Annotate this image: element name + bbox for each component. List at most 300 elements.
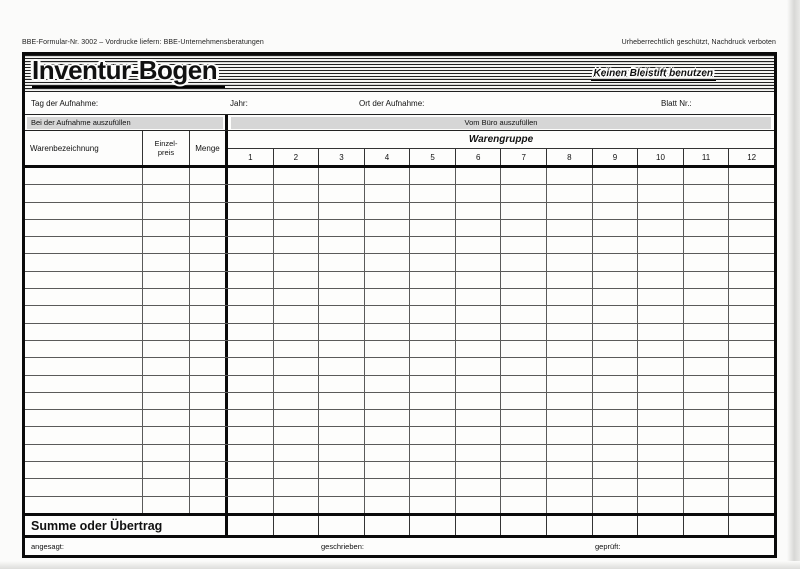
warengruppe-number-6: 6 <box>456 149 502 165</box>
warenbezeichnung-cell <box>25 306 143 322</box>
warengruppe-cell <box>729 324 774 340</box>
entry-row <box>25 272 774 289</box>
warengruppe-cell <box>547 324 593 340</box>
entry-row <box>25 306 774 323</box>
menge-cell <box>190 376 228 392</box>
warenbezeichnung-cell <box>25 220 143 236</box>
warengruppe-cell <box>365 358 411 374</box>
warengruppe-cell <box>547 203 593 219</box>
summe-warengruppe-cell <box>365 516 411 535</box>
summe-warengruppe-cell <box>547 516 593 535</box>
warengruppe-cell <box>501 462 547 478</box>
ort-der-aufnahme-label: Ort der Aufnahme: <box>359 99 425 108</box>
title-stripe-band <box>25 55 774 92</box>
einzelpreis-cell <box>143 497 190 513</box>
entry-row <box>25 358 774 375</box>
summe-warengruppe-cell <box>501 516 547 535</box>
warengruppe-cell <box>456 272 502 288</box>
warengruppe-cell <box>593 445 639 461</box>
warengruppe-number-10: 10 <box>638 149 684 165</box>
summe-warengruppe-cell <box>410 516 456 535</box>
warengruppe-cell <box>684 185 730 201</box>
warengruppe-cell <box>501 358 547 374</box>
inventur-bogen-form <box>22 52 777 558</box>
warengruppe-cell <box>410 272 456 288</box>
einzelpreis-cell <box>143 289 190 305</box>
warengruppe-cell <box>365 220 411 236</box>
warengruppe-cell <box>593 203 639 219</box>
warengruppe-cell <box>319 168 365 184</box>
entry-row <box>25 497 774 513</box>
warengruppe-cell <box>501 427 547 443</box>
warengruppe-cell <box>684 462 730 478</box>
warengruppe-cell <box>547 376 593 392</box>
warengruppe-cell <box>729 237 774 253</box>
warengruppe-cell <box>456 237 502 253</box>
warengruppe-cell <box>593 497 639 513</box>
warengruppe-cell <box>501 479 547 495</box>
warengruppe-cell <box>547 358 593 374</box>
jahr-label: Jahr: <box>230 99 248 108</box>
warengruppe-cell <box>638 306 684 322</box>
warengruppe-cell <box>501 376 547 392</box>
entry-row <box>25 341 774 358</box>
warengruppe-cell <box>365 341 411 357</box>
form-title: Inventur-Bogen <box>32 55 225 88</box>
warengruppe-cell <box>638 427 684 443</box>
einzelpreis-cell <box>143 203 190 219</box>
warengruppe-cell <box>684 306 730 322</box>
warengruppe-cell <box>456 306 502 322</box>
menge-cell <box>190 393 228 409</box>
warenbezeichnung-header: Warenbezeichnung <box>25 131 143 165</box>
section-left <box>25 115 228 130</box>
warengruppe-cell <box>547 445 593 461</box>
warengruppe-cell <box>319 185 365 201</box>
warengruppe-cell <box>319 341 365 357</box>
summe-row <box>25 513 774 538</box>
warengruppe-cell <box>501 254 547 270</box>
entry-row <box>25 462 774 479</box>
warengruppe-cell <box>274 358 320 374</box>
warengruppe-cell <box>274 168 320 184</box>
warengruppe-cell <box>547 462 593 478</box>
geschrieben-label: geschrieben: <box>321 542 364 551</box>
warengruppe-number-9: 9 <box>593 149 639 165</box>
einzelpreis-cell <box>143 393 190 409</box>
warengruppe-cell <box>638 272 684 288</box>
warenbezeichnung-cell <box>25 358 143 374</box>
einzelpreis-cell <box>143 427 190 443</box>
warengruppe-cell <box>274 479 320 495</box>
warengruppe-cell <box>410 393 456 409</box>
warengruppe-number-11: 11 <box>684 149 730 165</box>
section-right-band: Vom Büro auszufüllen <box>231 117 771 129</box>
warengruppe-cell <box>228 237 274 253</box>
warengruppe-cell <box>365 462 411 478</box>
warengruppe-cell <box>547 237 593 253</box>
warengruppe-numbers-row <box>228 149 774 165</box>
warengruppe-number-12: 12 <box>747 152 757 162</box>
warengruppe-cell <box>593 237 639 253</box>
entry-row <box>25 289 774 306</box>
warengruppe-cell <box>319 445 365 461</box>
einzelpreis-cell <box>143 358 190 374</box>
warengruppe-cell <box>456 254 502 270</box>
warengruppe-cell <box>228 479 274 495</box>
warengruppe-cell <box>638 358 684 374</box>
geprueft-label: geprüft: <box>595 542 621 551</box>
warengruppe-cell <box>729 410 774 426</box>
warengruppe-cell <box>684 324 730 340</box>
entry-row <box>25 393 774 410</box>
warengruppe-cell <box>593 427 639 443</box>
warengruppe-cell <box>228 289 274 305</box>
warengruppe-cell <box>729 341 774 357</box>
warengruppe-cell <box>547 427 593 443</box>
warengruppe-cell <box>456 289 502 305</box>
warengruppe-cell <box>638 393 684 409</box>
warengruppe-cell <box>274 203 320 219</box>
warengruppe-cell <box>410 220 456 236</box>
warengruppe-cell <box>638 497 684 513</box>
footer-row <box>25 538 774 555</box>
einzelpreis-cell <box>143 237 190 253</box>
warengruppe-cell <box>365 306 411 322</box>
warengruppe-cell <box>410 462 456 478</box>
warengruppe-cell <box>593 410 639 426</box>
menge-cell <box>190 497 228 513</box>
warengruppe-cell <box>729 272 774 288</box>
summe-warengruppe-cell <box>638 516 684 535</box>
warengruppe-cell <box>729 220 774 236</box>
entry-row <box>25 410 774 427</box>
warengruppe-cell <box>365 497 411 513</box>
warenbezeichnung-cell <box>25 272 143 288</box>
warengruppe-cell <box>228 185 274 201</box>
warengruppe-label: Warengruppe <box>228 131 774 149</box>
section-row <box>25 115 774 131</box>
warengruppe-cell <box>547 254 593 270</box>
warengruppe-cell <box>410 254 456 270</box>
warenbezeichnung-cell <box>25 324 143 340</box>
warenbezeichnung-cell <box>25 462 143 478</box>
warengruppe-cell <box>456 479 502 495</box>
entry-row <box>25 168 774 185</box>
warengruppe-cell <box>410 306 456 322</box>
warengruppe-cell <box>228 272 274 288</box>
warengruppe-cell <box>319 393 365 409</box>
warengruppe-cell <box>274 410 320 426</box>
warengruppe-cell <box>456 203 502 219</box>
entry-grid <box>25 168 774 513</box>
warengruppe-cell <box>456 445 502 461</box>
warengruppe-cell <box>638 254 684 270</box>
warengruppe-cell <box>593 289 639 305</box>
warengruppe-cell <box>729 445 774 461</box>
warengruppe-cell <box>456 497 502 513</box>
einzelpreis-cell <box>143 220 190 236</box>
warengruppe-cell <box>410 427 456 443</box>
warengruppe-cell <box>593 479 639 495</box>
entry-row <box>25 185 774 202</box>
warengruppe-cell <box>501 289 547 305</box>
warengruppe-cell <box>365 479 411 495</box>
copyright-note: Urheberrechtlich geschützt, Nachdruck verboten <box>621 39 776 46</box>
menge-cell <box>190 272 228 288</box>
warengruppe-cell <box>729 289 774 305</box>
menge-cell <box>190 445 228 461</box>
warengruppe-cell <box>729 497 774 513</box>
warengruppe-cell <box>638 410 684 426</box>
summe-warengruppe-cell <box>729 516 774 535</box>
menge-cell <box>190 168 228 184</box>
warengruppe-cell <box>228 393 274 409</box>
einzelpreis-cell <box>143 410 190 426</box>
blatt-nr-label: Blatt Nr.: <box>661 99 692 108</box>
meta-row <box>25 92 774 115</box>
warenbezeichnung-cell <box>25 168 143 184</box>
warengruppe-cell <box>365 289 411 305</box>
einzelpreis-cell <box>143 168 190 184</box>
section-right <box>228 115 774 130</box>
warengruppe-cell <box>638 445 684 461</box>
warengruppe-cell <box>274 289 320 305</box>
no-pencil-note: Keinen Bleistift benutzen <box>591 68 716 81</box>
warengruppe-cell <box>456 427 502 443</box>
warengruppe-cell <box>410 479 456 495</box>
entry-row <box>25 427 774 444</box>
warengruppe-cell <box>729 306 774 322</box>
warengruppe-cell <box>410 376 456 392</box>
warengruppe-cell <box>638 376 684 392</box>
warengruppe-cell <box>593 358 639 374</box>
warengruppe-number-2: 2 <box>274 149 320 165</box>
warengruppe-cell <box>456 168 502 184</box>
warengruppe-cell <box>456 410 502 426</box>
warengruppe-cell <box>228 445 274 461</box>
warengruppe-cell <box>410 203 456 219</box>
menge-cell <box>190 358 228 374</box>
warengruppe-cell <box>228 462 274 478</box>
warenbezeichnung-cell <box>25 427 143 443</box>
warengruppe-cell <box>228 324 274 340</box>
warengruppe-cell <box>638 479 684 495</box>
warengruppe-cell <box>593 376 639 392</box>
scan-edge-bottom <box>0 561 800 569</box>
summe-label: Summe oder Übertrag <box>25 516 228 535</box>
menge-cell <box>190 427 228 443</box>
menge-cell <box>190 306 228 322</box>
warenbezeichnung-cell <box>25 393 143 409</box>
warengruppe-cell <box>365 185 411 201</box>
warengruppe-cell <box>729 168 774 184</box>
warengruppe-number-8: 8 <box>547 149 593 165</box>
entry-row <box>25 203 774 220</box>
warengruppe-cell <box>228 376 274 392</box>
warengruppe-cell <box>456 393 502 409</box>
warengruppe-cell <box>456 185 502 201</box>
warengruppe-cell <box>547 393 593 409</box>
warengruppe-cell <box>547 220 593 236</box>
warengruppe-cell <box>729 393 774 409</box>
warengruppe-cell <box>593 185 639 201</box>
warengruppe-cell <box>228 341 274 357</box>
menge-cell <box>190 185 228 201</box>
warengruppe-cell <box>501 341 547 357</box>
warengruppe-cell <box>365 376 411 392</box>
warengruppe-cell <box>365 254 411 270</box>
einzelpreis-cell <box>143 376 190 392</box>
warengruppe-cell <box>547 272 593 288</box>
warengruppe-cell <box>274 254 320 270</box>
warengruppe-cell <box>274 462 320 478</box>
warengruppe-cell <box>684 272 730 288</box>
einzelpreis-cell <box>143 324 190 340</box>
entry-row <box>25 324 774 341</box>
warengruppe-cell <box>410 185 456 201</box>
warengruppe-cell <box>684 237 730 253</box>
warengruppe-cell <box>274 306 320 322</box>
warengruppe-cell <box>365 324 411 340</box>
entry-row <box>25 445 774 462</box>
einzelpreis-header-line2: preis <box>157 148 175 157</box>
warengruppe-cell <box>410 341 456 357</box>
warengruppe-number-1: 1 <box>228 149 274 165</box>
warengruppe-cell <box>684 497 730 513</box>
form-number-note: BBE-Formular-Nr. 3002 – Vordrucke liefern: BBE-Unternehmensberatungen <box>22 39 264 46</box>
einzelpreis-header <box>143 131 190 165</box>
warengruppe-cell <box>456 324 502 340</box>
einzelpreis-cell <box>143 185 190 201</box>
section-left-band: Bei der Aufnahme auszufüllen <box>27 117 223 129</box>
warengruppe-cell <box>547 341 593 357</box>
warengruppe-cell <box>501 306 547 322</box>
warengruppe-cell <box>319 220 365 236</box>
warengruppe-cell <box>410 324 456 340</box>
warengruppe-cell <box>593 306 639 322</box>
warengruppe-cell <box>410 237 456 253</box>
warengruppe-cell <box>319 497 365 513</box>
warenbezeichnung-cell <box>25 341 143 357</box>
warengruppe-cell <box>729 185 774 201</box>
warengruppe-cell <box>501 324 547 340</box>
warengruppe-cell <box>319 254 365 270</box>
warengruppe-cell <box>547 497 593 513</box>
warengruppe-cell <box>729 254 774 270</box>
einzelpreis-cell <box>143 479 190 495</box>
scan-edge-right <box>787 0 800 569</box>
warengruppe-cell <box>547 168 593 184</box>
warengruppe-cell <box>410 410 456 426</box>
menge-cell <box>190 479 228 495</box>
warengruppe-cell <box>684 479 730 495</box>
warengruppe-cell <box>410 168 456 184</box>
warengruppe-cell <box>638 341 684 357</box>
warengruppe-cell <box>228 220 274 236</box>
warengruppe-cell <box>593 462 639 478</box>
warengruppe-cell <box>638 237 684 253</box>
warengruppe-cell <box>638 203 684 219</box>
warengruppe-cell <box>319 237 365 253</box>
summe-warengruppe-cell <box>593 516 639 535</box>
menge-cell <box>190 203 228 219</box>
warengruppe-cell <box>274 185 320 201</box>
warengruppe-cell <box>547 289 593 305</box>
warengruppe-cell <box>410 497 456 513</box>
warengruppe-cell <box>456 341 502 357</box>
warengruppe-cell <box>274 393 320 409</box>
warengruppe-cell <box>684 376 730 392</box>
warenbezeichnung-cell <box>25 185 143 201</box>
warengruppe-cell <box>319 306 365 322</box>
warengruppe-cell <box>228 168 274 184</box>
warengruppe-cell <box>410 289 456 305</box>
menge-cell <box>190 254 228 270</box>
warengruppe-cell <box>410 445 456 461</box>
entry-row <box>25 220 774 237</box>
warengruppe-cell <box>593 220 639 236</box>
warengruppe-number-3: 3 <box>319 149 365 165</box>
einzelpreis-cell <box>143 462 190 478</box>
warengruppe-cell <box>274 272 320 288</box>
warengruppe-cell <box>319 358 365 374</box>
warengruppe-header <box>228 131 774 165</box>
warengruppe-cell <box>638 462 684 478</box>
warengruppe-cell <box>365 237 411 253</box>
warengruppe-cell <box>684 220 730 236</box>
warenbezeichnung-cell <box>25 376 143 392</box>
warengruppe-cell <box>274 324 320 340</box>
warengruppe-cell <box>593 254 639 270</box>
table-header-row <box>25 131 774 168</box>
warengruppe-cell <box>274 220 320 236</box>
warengruppe-cell <box>684 358 730 374</box>
warengruppe-cell <box>228 427 274 443</box>
warengruppe-cell <box>274 376 320 392</box>
menge-header: Menge <box>190 131 228 165</box>
warengruppe-cell <box>456 462 502 478</box>
warengruppe-cell <box>319 479 365 495</box>
warengruppe-cell <box>729 358 774 374</box>
warengruppe-cell <box>319 289 365 305</box>
warengruppe-cell <box>501 445 547 461</box>
warengruppe-cell <box>228 358 274 374</box>
warengruppe-cell <box>228 497 274 513</box>
einzelpreis-cell <box>143 445 190 461</box>
warengruppe-cell <box>547 479 593 495</box>
warengruppe-cell <box>729 479 774 495</box>
warengruppe-cell <box>228 254 274 270</box>
warengruppe-cell <box>365 393 411 409</box>
warengruppe-cell <box>593 393 639 409</box>
einzelpreis-cell <box>143 306 190 322</box>
warengruppe-cell <box>501 220 547 236</box>
warengruppe-cell <box>638 220 684 236</box>
warenbezeichnung-cell <box>25 289 143 305</box>
warengruppe-cell <box>593 272 639 288</box>
warengruppe-cell <box>684 289 730 305</box>
warengruppe-cell <box>593 341 639 357</box>
warenbezeichnung-cell <box>25 203 143 219</box>
warenbezeichnung-cell <box>25 497 143 513</box>
warengruppe-cell <box>501 185 547 201</box>
einzelpreis-cell <box>143 272 190 288</box>
warengruppe-cell <box>593 168 639 184</box>
warengruppe-cell <box>319 272 365 288</box>
warengruppe-cell <box>684 168 730 184</box>
warenbezeichnung-cell <box>25 479 143 495</box>
